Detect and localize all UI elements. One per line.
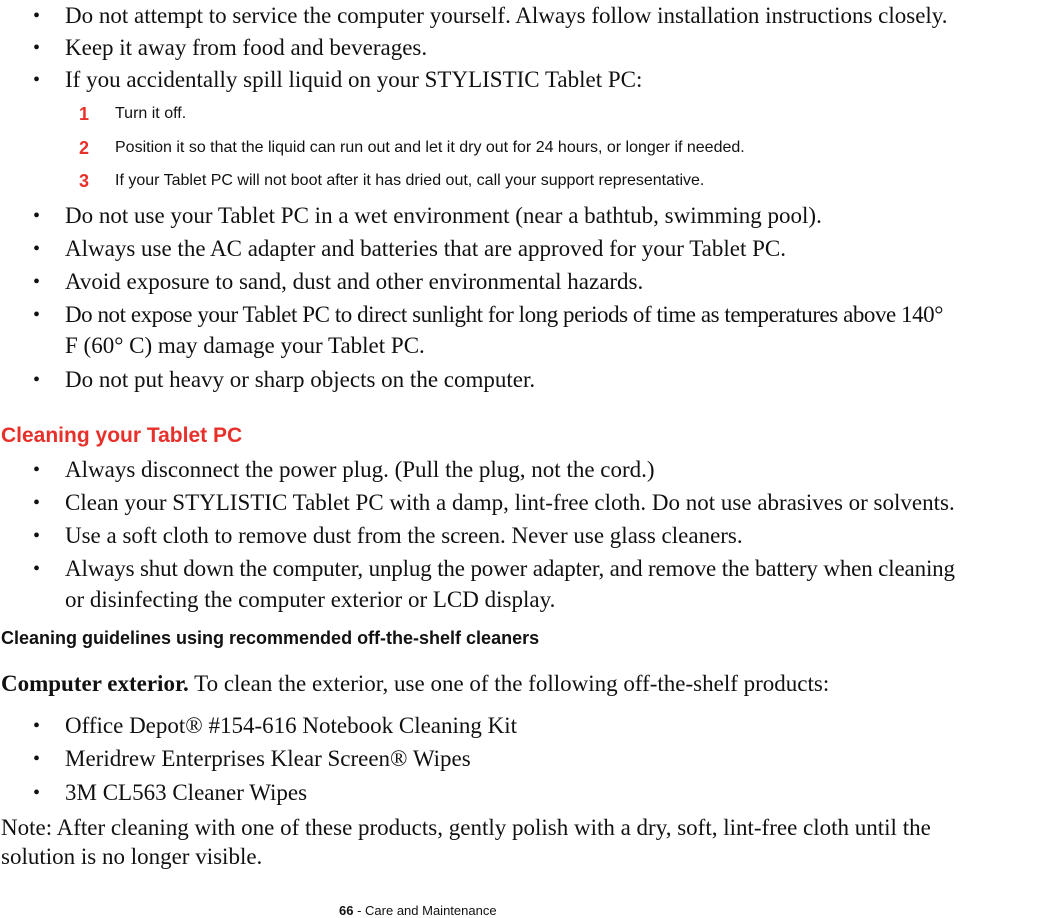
note-line: Note: After cleaning with one of these products, gently polish with a dry, soft, lint-free cloth until the — [1, 815, 931, 840]
list-item-text: Keep it away from food and beverages. — [65, 35, 428, 60]
bullet-icon: • — [33, 37, 41, 59]
footer-separator: - — [353, 903, 366, 918]
step-text: Turn it off. — [115, 105, 187, 122]
list-item-text: Do not expose your Tablet PC to direct sunlight for long periods of time as temperatures above 140° — [65, 302, 943, 327]
list-item-text: Do not use your Tablet PC in a wet environment (near a bathtub, swimming pool). — [65, 203, 822, 228]
list-item-text: Always disconnect the power plug. (Pull the plug, not the cord.) — [65, 457, 655, 482]
section-heading: Cleaning your Tablet PC — [1, 424, 243, 447]
list-item-text: Clean your STYLISTIC Tablet PC with a damp, lint-free cloth. Do not use abrasives or solvents. — [65, 490, 955, 515]
step-number: 1 — [79, 104, 90, 124]
bullet-icon: • — [33, 558, 41, 580]
bullet-icon: • — [33, 271, 41, 293]
list-item-text: Meridrew Enterprises Klear Screen® Wipes — [65, 746, 471, 771]
lead-bold: Computer exterior. — [1, 671, 189, 696]
list-item-text: F (60° C) may damage your Tablet PC. — [65, 333, 425, 358]
step-text: If your Tablet PC will not boot after it has dried out, call your support representative. — [115, 172, 705, 189]
bullet-icon: • — [33, 69, 41, 91]
lead-text: To clean the exterior, use one of the following off-the-shelf products: — [188, 671, 830, 696]
list-item-text: Do not put heavy or sharp objects on the computer. — [65, 367, 536, 392]
bullet-icon: • — [33, 715, 41, 737]
page-footer — [339, 903, 497, 918]
bullet-icon: • — [33, 782, 41, 804]
list-item-text: Always use the AC adapter and batteries that are approved for your Tablet PC. — [65, 236, 786, 261]
lead-paragraph — [1, 670, 829, 698]
list-item-text: Avoid exposure to sand, dust and other environmental hazards. — [65, 269, 644, 294]
list-item-text: or disinfecting the computer exterior or LCD display. — [65, 587, 556, 612]
bullet-icon: • — [33, 369, 41, 391]
footer-section: Care and Maintenance — [365, 903, 497, 918]
subsection-heading: Cleaning guidelines using recommended off-the-shelf cleaners — [1, 628, 540, 648]
bullet-icon: • — [33, 5, 41, 27]
bullet-icon: • — [33, 238, 41, 260]
bullet-icon: • — [33, 205, 41, 227]
page-number: 66 — [339, 903, 354, 918]
list-item-text: If you accidentally spill liquid on your STYLISTIC Tablet PC: — [65, 67, 643, 92]
bullet-icon: • — [33, 492, 41, 514]
note-line: solution is no longer visible. — [1, 844, 263, 869]
list-item-text: Do not attempt to service the computer yourself. Always follow installation instructions closely. — [65, 3, 948, 28]
step-number: 3 — [79, 171, 90, 191]
bullet-icon: • — [33, 304, 41, 326]
step-text: Position it so that the liquid can run out and let it dry out for 24 hours, or longer if needed. — [115, 139, 745, 156]
list-item-text: Always shut down the computer, unplug the power adapter, and remove the battery when cleaning — [65, 556, 955, 581]
step-number: 2 — [79, 138, 90, 158]
bullet-icon: • — [33, 459, 41, 481]
list-item-text: Use a soft cloth to remove dust from the screen. Never use glass cleaners. — [65, 523, 743, 548]
bullet-icon: • — [33, 748, 41, 770]
bullet-icon: • — [33, 525, 41, 547]
list-item-text: 3M CL563 Cleaner Wipes — [65, 780, 308, 805]
list-item-text: Office Depot® #154-616 Notebook Cleaning Kit — [65, 713, 518, 738]
